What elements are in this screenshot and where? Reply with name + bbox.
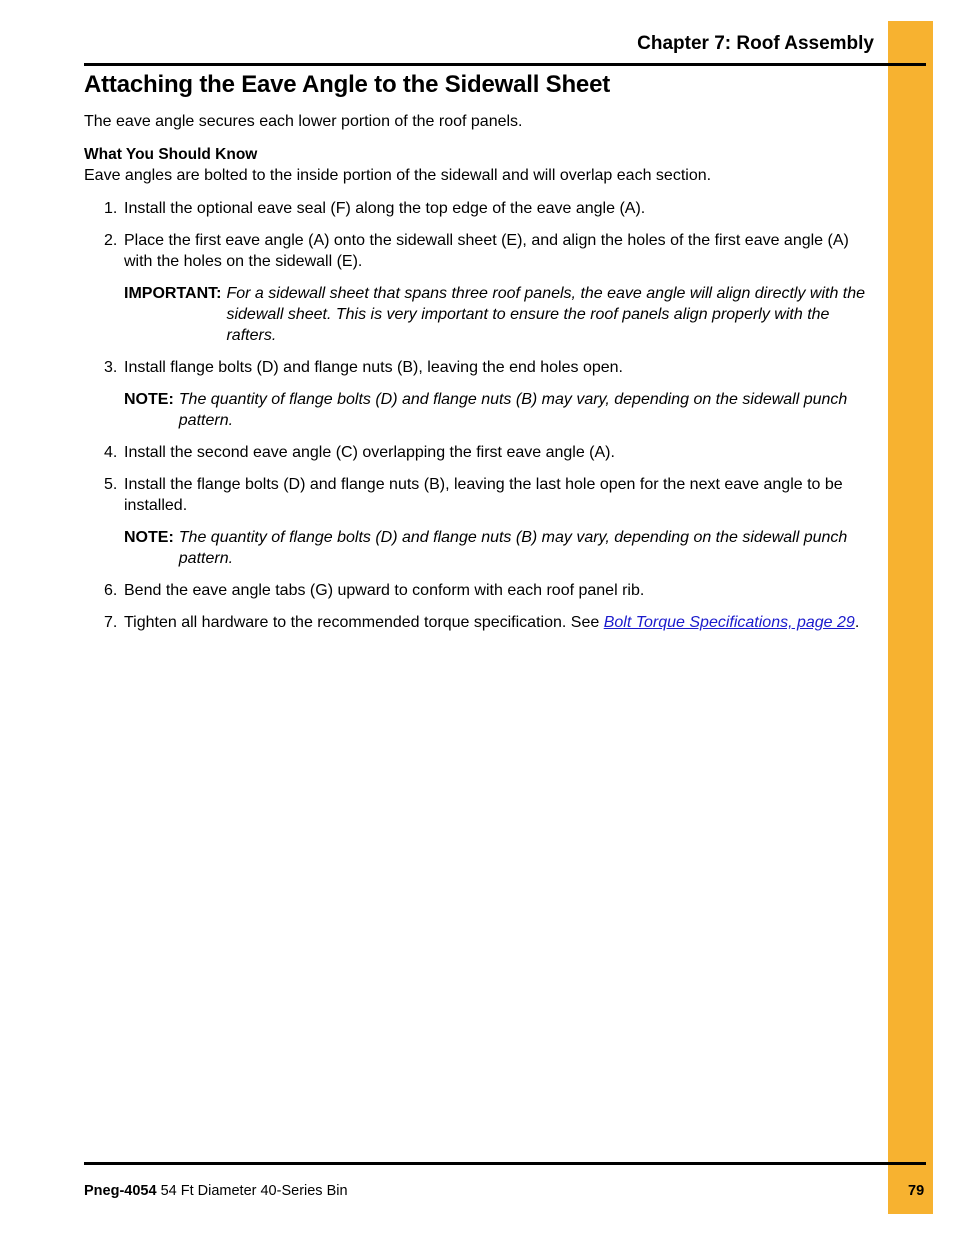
steps-list xyxy=(84,198,874,272)
step-text: Place the first eave angle (A) onto the sidewall sheet (E), and align the holes of the first eave angle (A) with the holes on the sidewall (E). xyxy=(124,232,849,270)
step-6 xyxy=(84,580,874,601)
bolt-torque-link[interactable]: Bolt Torque Specifications, page 29 xyxy=(603,614,855,631)
important-label: IMPORTANT: xyxy=(124,285,222,302)
step-number: 6. xyxy=(104,582,118,599)
step-number: 3. xyxy=(104,359,118,376)
what-you-should-know-heading: What You Should Know xyxy=(84,146,258,163)
note-text: The quantity of flange bolts (D) and flange nuts (B) may vary, depending on the sidewall punch pattern. xyxy=(178,391,848,429)
page-number: 79 xyxy=(908,1183,925,1199)
step-number: 2. xyxy=(104,232,118,249)
note-callout xyxy=(124,527,874,569)
chapter-header: Chapter 7: Roof Assembly xyxy=(637,33,874,54)
step-text: Install the flange bolts (D) and flange nuts (B), leaving the last hole open for the next eave angle to be installed. xyxy=(124,476,843,514)
step-7 xyxy=(84,612,874,633)
steps-list xyxy=(84,357,874,378)
step-2 xyxy=(84,230,874,272)
step-text: Bend the eave angle tabs (G) upward to conform with each roof panel rib. xyxy=(124,582,645,599)
note-text: The quantity of flange bolts (D) and flange nuts (B) may vary, depending on the sidewall punch pattern. xyxy=(178,529,848,567)
note-callout xyxy=(124,389,874,431)
doc-id: Pneg-4054 xyxy=(84,1183,157,1199)
what-you-should-know-text: Eave angles are bolted to the inside portion of the sidewall and will overlap each section. xyxy=(84,167,712,184)
step-text: Install the second eave angle (C) overlapping the first eave angle (A). xyxy=(124,444,615,461)
footer-rule xyxy=(84,1162,926,1165)
important-text: For a sidewall sheet that spans three roof panels, the eave angle will align directly with the sidewall sheet. This is very important to ensure the roof panels align properly with the rafters. xyxy=(226,285,866,344)
doc-title: 54 Ft Diameter 40-Series Bin xyxy=(156,1183,348,1199)
step-number: 7. xyxy=(104,614,118,631)
footer xyxy=(84,1183,348,1199)
note-label: NOTE: xyxy=(124,391,174,408)
step-text-end: . xyxy=(854,614,860,631)
step-3 xyxy=(84,357,874,378)
step-text: Tighten all hardware to the recommended torque specification. See xyxy=(124,614,604,631)
step-5 xyxy=(84,474,874,516)
step-text: Install flange bolts (D) and flange nuts (B), leaving the end holes open. xyxy=(124,359,623,376)
page-title: Attaching the Eave Angle to the Sidewall Sheet xyxy=(84,71,611,98)
intro-paragraph: The eave angle secures each lower portion of the roof panels. xyxy=(84,113,523,130)
step-number: 5. xyxy=(104,476,118,493)
page-content xyxy=(84,111,874,644)
steps-list xyxy=(84,580,874,633)
step-1 xyxy=(84,198,874,219)
step-number: 4. xyxy=(104,444,118,461)
steps-list xyxy=(84,442,874,516)
step-number: 1. xyxy=(104,200,118,217)
step-text: Install the optional eave seal (F) along the top edge of the eave angle (A). xyxy=(124,200,646,217)
important-callout xyxy=(124,283,874,346)
chapter-tab-bar xyxy=(888,21,933,1214)
note-label: NOTE: xyxy=(124,529,174,546)
header-rule xyxy=(84,63,926,66)
step-4 xyxy=(84,442,874,463)
